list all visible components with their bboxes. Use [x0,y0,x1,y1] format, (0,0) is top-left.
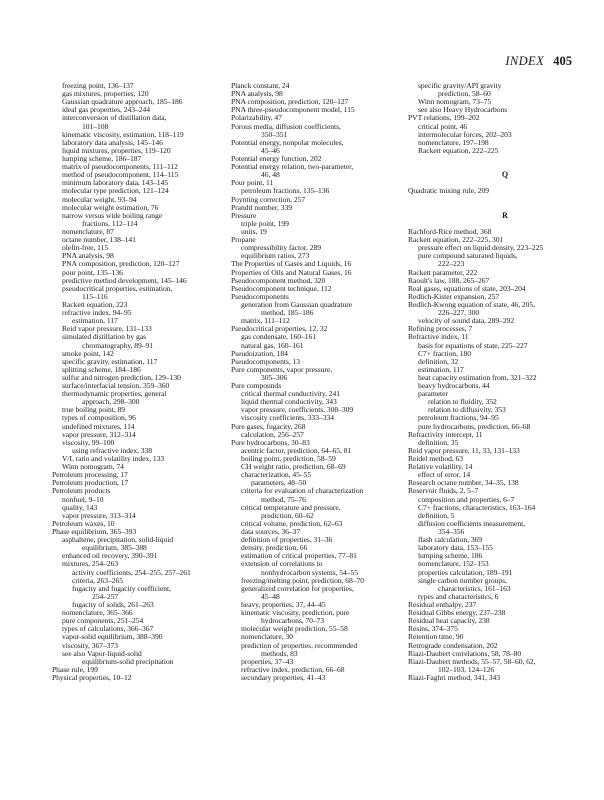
index-subentry: method of pseudocomponent, 114–115 [62,170,179,180]
page-number: 405 [553,54,572,68]
index-entry: Refractive index, 11 [408,332,469,342]
index-entry: Residual heat capacity, 238 [408,616,490,626]
index-subentry: types and characteristics, 6 [418,591,499,601]
index-subentry: estimation, 117 [72,316,118,326]
index-subentry: viscosity, 367–373 [62,640,118,650]
index-subentry: characteristics, 161–163 [438,583,511,593]
index-subentry: effect of error, 14 [418,470,471,480]
index-subentry: definition of properties, 31–36 [241,535,333,545]
index-subentry: Rackett equation, 222–225 [418,145,499,155]
index-subentry: nomenclature, 197–198 [418,137,489,147]
index-subentry: generalized correlation for properties, [241,583,354,593]
index-subentry: parameter [418,389,448,399]
index-subentry: compressibility factor, 289 [241,243,321,253]
index-subentry: estimation of critical properties, 77–81 [241,551,357,561]
index-entry: Petroleum products [52,486,111,496]
index-entry: Resins, 374–375 [408,624,458,634]
spacer [408,204,586,212]
index-subentry: splitting scheme, 184–186 [62,364,141,374]
index-entry: Rachford-Rice method, 368 [408,226,492,236]
index-subentry: nonfuel, 9–10 [62,494,104,504]
index-entry: PNA composition, prediction, 120–127 [231,97,349,107]
index-subentry: thermodynamic properties, general [62,389,167,399]
index-subentry: pure components, 251–254 [62,616,144,626]
index-entry: Research octane number, 34–35, 138 [408,478,519,488]
index-subentry: critical volume, prediction, 62–63 [241,518,343,528]
index-entry: Retention time, 90 [408,632,464,642]
index-subentry: Winn nomogram, 73–75 [418,97,492,107]
index-entry: Pseudocomponents [231,291,289,301]
index-subentry: definition, 32 [418,356,459,366]
index-subentry: definition, 35 [418,437,459,447]
index-subentry: narrow versus wide boiling range [62,210,163,220]
index-subentry: Rackett equation, 223 [62,299,128,309]
index-entry: Petroleum processing, 17 [52,470,128,480]
index-subentry: units, 19 [241,226,267,236]
index-subentry: nomenclature, 152–153 [418,559,489,569]
index-subentry: specific gravity, estimation, 117 [62,356,158,366]
index-entry: Pure components, vapor pressure, [231,364,333,374]
index-entry: Pure hydrocarbons, 30–83 [231,437,310,447]
index-subentry: V/L ratio and volatility index, 133 [62,454,165,464]
index-subentry: minimum laboratory data, 143–145 [62,178,168,188]
index-subentry: critical point, 46 [418,121,468,131]
index-subentry: see also Vapor-liquid-solid [62,648,142,658]
index-subentry: definition, 5 [418,510,455,520]
index-subentry: freezing point, 136–137 [62,81,134,90]
index-subentry: method, 75–76 [261,494,306,504]
page-header [0,54,604,70]
index-entry: Retrograde condensation, 202 [408,640,498,650]
index-subentry: estimation, 117 [418,364,464,374]
index-subentry: matrix of pseudocomponents, 111–112 [62,162,178,172]
index-entry: Raoult's law, 188, 265–267 [408,275,490,285]
index-subentry: fugacity and fugacity coefficient, [72,583,171,593]
index-subentry: data sources, 36–37 [241,527,301,537]
index-subentry: PNA composition, prediction, 120–127 [62,259,180,269]
index-entry: Physical properties, 10–12 [52,672,132,682]
index-subentry: chromatography, 89–91 [82,340,154,350]
index-subentry: see also Heavy Hydrocarbons [418,105,508,115]
index-entry: Pseudocritical properties, 12, 32 [231,324,328,334]
index-subentry: vapor pressure, 312–314 [62,429,136,439]
index-subentry: heavy, properties, 37, 44–45 [241,600,326,609]
index-subentry: 222–223 [438,259,465,269]
index-entry: Polarizability, 47 [231,113,282,123]
running-head [505,54,572,69]
index-entry: Phase equilibrium, 365–393 [52,527,137,537]
index-subentry: lumping scheme, 186–187 [62,153,142,163]
index-subentry: nomenclature, 365–366 [62,608,133,618]
index-entry: PVT relations, 199–202 [408,113,480,123]
index-entry: Relative volatility, 14 [408,462,473,472]
index-entry: Quadratic mixing rule, 209 [408,186,489,196]
index-subentry: critical thermal conductivity, 241 [241,389,341,399]
index-subentry: laboratory data, 153–155 [418,543,493,553]
index-subentry: liquid thermal conductivity, 343 [241,397,337,407]
index-subentry: acentric factor, prediction, 64–65, 81 [241,445,352,455]
index-subentry: properties calculation, 189–191 [418,567,513,577]
index-subentry: gas condensate, 160–161 [241,332,316,342]
index-subentry: criteria, 263–265 [72,575,124,585]
index-subentry: pure hydrocarbons, prediction, 66–68 [418,421,531,431]
index-subentry: heat capacity estimation from, 321–322 [418,372,537,382]
index-subentry: nomenclature, 30 [241,632,293,642]
index-entry: Pseudocomponents, 13 [231,356,301,366]
index-subentry: intermolecular forces, 202–203 [418,129,512,139]
index-subentry: 102–103, 124–126 [438,664,495,674]
index-subentry: using refractive index, 338 [72,445,153,455]
spacer [408,196,586,204]
index-subentry: specific gravity/API gravity [418,81,502,90]
index-subentry: extension of correlations to [241,559,323,569]
index-subentry: vapor pressure, 313–314 [62,510,136,520]
index-subentry: pressure effect on liquid density, 223–225 [418,243,544,253]
index-subentry: diffusion coefficients measurement, [418,518,525,528]
index-subentry: enhanced oil recovery, 390–391 [62,551,158,561]
section-letter: Q [501,170,509,180]
index-subentry: boiling point, prediction, 58–59 [241,454,336,464]
index-entry: Properties of Oils and Natural Gases, 16 [231,267,352,277]
index-subentry: 305–306 [261,372,288,382]
index-subentry: fractions, 112–114 [82,218,138,228]
index-subentry: vapor pressure, coefficients, 308–309 [241,405,354,415]
index-subentry: methods, 83 [261,648,298,658]
index-subentry: 226–227, 300 [438,308,480,318]
index-entry: Pure compounds [231,381,282,391]
index-subentry: 101–108 [82,121,109,131]
index-entry: Pseudocomponent method, 320 [231,275,326,285]
index-subentry: undefined mixtures, 114 [62,421,135,431]
index-subentry: criteria for evaluation of characterization [241,486,364,496]
index-entry: Refining processes, 7 [408,324,473,334]
index-subentry: generation from Gaussian quadrature [241,299,353,309]
index-subentry: equilibrium ratios, 273 [241,251,310,261]
index-subentry: 45–48 [261,591,280,601]
index-subentry: petroleum fractions, 94–95 [418,413,499,423]
index-entry: PNA three-pseudocomponent model, 115 [231,105,355,115]
index-subentry: kinematic viscosity, estimation, 118–119 [62,129,184,139]
index-subentry: method, 185–186 [261,308,314,318]
index-subentry: Reid vapor pressure, 131–133 [62,324,152,334]
index-entry: Pour point, 11 [231,178,274,188]
index-subentry: equilibrium, 385–388 [82,543,147,553]
index-subentry: pour point, 135–136 [62,267,123,277]
index-entry: Reid vapor pressure, 11, 33, 131–133 [408,445,520,455]
index-subentry: molecular type prediction, 121–124 [62,186,169,196]
index-entry: The Properties of Gases and Liquids, 16 [231,259,352,269]
index-entry: Reservoir fluids, 2, 5–7 [408,486,479,496]
index-subentry: triple point, 199 [241,218,289,228]
index-subentry: 350–351 [261,129,288,139]
index-subentry: heavy hydrocarbons, 44 [418,381,490,391]
index-subentry: true boiling point, 89 [62,405,126,415]
index-subentry: C7+ fraction, 180 [418,348,471,358]
index-subentry: parameters, 48–50 [251,478,307,488]
index-subentry: relation to diffusivity, 353 [428,405,506,415]
index-entry: Propane [231,235,256,245]
index-subentry: flash calculation, 369 [418,535,483,545]
index-column-1 [52,82,222,682]
index-entry: Porous media, diffusion coefficients, [231,121,341,131]
index-entry: Rackett parameter, 222 [408,267,478,277]
index-subentry: molecular weight, 93–94 [62,194,137,204]
index-subentry: refractive index, prediction, 66–68 [241,664,345,674]
index-subentry: kinematic viscosity, prediction, pure [241,608,350,618]
index-subentry: laboratory data analysis, 145–146 [62,137,163,147]
index-subentry: viscosity coefficients, 333–334 [241,413,335,423]
index-subentry: lumping scheme, 186 [418,551,483,561]
index-subentry: interconversion of distillation data, [62,113,167,123]
index-subentry: types of calculations, 366–367 [62,624,154,634]
index-subentry: PNA analysis, 98 [62,251,114,261]
index-subentry: olefin-free, 115 [62,243,109,253]
index-subentry: properties, 37–43 [241,656,294,666]
index-subentry: prediction of properties, recommended [241,640,358,650]
index-subentry: pure compound saturated liquids, [418,251,518,261]
index-entry: Refractivity intercept, 11 [408,429,483,439]
index-column-2 [231,82,401,682]
index-subentry: calculation, 256–257 [241,429,304,439]
index-subentry: 254–257 [92,591,119,601]
index-entry: Pseudocomponent technique, 112 [231,283,332,293]
index-subentry: critical temperature and pressure, [241,502,341,512]
index-entry: Redlich-Kister expansion, 257 [408,291,500,301]
index-entry: Pure gases, fugacity, 268 [231,421,306,431]
index-subentry: predictive method development, 145–146 [62,275,187,285]
index-subentry: composition and properties, 6–7 [418,494,515,504]
index-subentry: relation to fluidity, 352 [428,397,497,407]
index-subentry: nonhydrocarbon systems, 54–55 [261,567,359,577]
index-entry: Rackett equation, 222–225, 301 [408,235,504,245]
index-entry: Poynting correction, 257 [231,194,306,204]
index-entry: Potential energy, nonpolar molecules, [231,137,344,147]
index-subentry: Gaussian quadrature approach, 185–186 [62,97,183,107]
index-subentry: mixtures, 254–263 [62,559,119,569]
index-entry: Pressure [231,210,257,220]
index-subentry: fugacity of solids, 261–263 [72,600,154,609]
index-subentry: liquid mixtures, properties, 119–120 [62,145,171,155]
spacer [408,155,586,163]
index-entry: Riazi-Faghri method, 341, 343 [408,672,500,682]
index-subentry: surface/interfacial tension, 359–360 [62,381,170,391]
index-entry: Petroleum waxes, 10 [52,518,115,528]
index-entry: Prandtl number, 339 [231,202,292,212]
index-subentry: prediction, 58–60 [438,89,491,99]
index-subentry: Winn nomogram, 74 [62,462,124,472]
index-subentry: 115–116 [82,291,108,301]
index-subentry: natural gas, 160–161 [241,340,304,350]
index-subentry: nomenclature, 87 [62,226,114,236]
index-subentry: quality, 143 [62,502,98,512]
index-subentry: 46, 48 [261,170,280,180]
index-entry: Pseudoization, 184 [231,348,288,358]
index-subentry: asphaltene, precipitation, solid-liquid [62,535,174,545]
index-entry: Riazi-Daubert correlations, 58, 78–80 [408,648,522,658]
index-entry: Residual Gibbs energy, 237–238 [408,608,506,618]
index-entry: PNA analysis, 98 [231,89,283,99]
spacer [408,163,586,171]
index-entry: Redlich-Kwong equation of state, 46, 205, [408,299,536,309]
index-subentry: matrix, 111–112 [241,316,290,326]
index-subentry: velocity of sound data, 289–292 [418,316,515,326]
index-subentry: 354–356 [438,527,465,537]
index-subentry: pseudocritical properties, estimation, [62,283,173,293]
index-subentry: single carbon number groups, [418,575,507,585]
index-subentry: hydrocarbons, 70–73 [261,616,325,626]
index-subentry: equilibrium-solid precipitation [82,656,174,666]
index-subentry: types of composition, 96 [62,413,136,423]
index-subentry: octane number, 138–141 [62,235,136,245]
index-subentry: smoke point, 142 [62,348,114,358]
index-column-3 [408,82,586,682]
index-subentry: characterization, 45–55 [241,470,312,480]
index-subentry: 45–46 [261,145,280,155]
index-subentry: viscosity, 99–100 [62,437,115,447]
index-subentry: ideal gas properties, 243–244 [62,105,150,115]
index-subentry: freezing/melting point, prediction, 68–70 [241,575,365,585]
index-entry: Riazi-Daubert methods, 55–57, 58–60, 62, [408,656,536,666]
index-subentry: secondary properties, 41–43 [241,672,326,682]
index-subentry: molecular weight prediction, 55–58 [241,624,348,634]
index-subentry: vapor-solid equilibrium, 388–390 [62,632,163,642]
index-subentry: molecular weight estimation, 76 [62,202,159,212]
index-subentry: sulfur and nitrogen prediction, 129–130 [62,372,181,382]
index-subentry: petroleum fractions, 135–136 [241,186,330,196]
index-entry: Planck constant, 24 [231,81,290,90]
index-subentry: CH weight ratio, prediction, 68–69 [241,462,346,472]
index-subentry: prediction, 60–62 [261,510,314,520]
index-title: INDEX [505,54,545,68]
index-entry: Potential energy function, 202 [231,153,322,163]
index-subentry: basis for equations of state, 225–227 [418,340,528,350]
index-subentry: C7+ fractions, characteristics, 163–164 [418,502,536,512]
section-letter: R [502,210,508,220]
index-subentry: density, prediction, 66 [241,543,308,553]
index-entry: Petroleum production, 17 [52,478,129,488]
index-entry: Residual enthalpy, 237 [408,600,477,609]
index-subentry: refractive index, 94–95 [62,308,132,318]
index-subentry: activity coefficients, 254–255, 257–261 [72,567,191,577]
index-entry: Phase rule, 199 [52,664,98,674]
index-entry: Potential energy relation, two-parameter, [231,162,354,172]
index-subentry: simulated distillation by gas [62,332,146,342]
index-subentry: gas mixtures, properties, 120 [62,89,149,99]
index-entry: Real gases, equations of state, 203–204 [408,283,526,293]
index-entry: Reidel method, 63 [408,454,464,464]
index-subentry: approach, 298–300 [82,397,140,407]
